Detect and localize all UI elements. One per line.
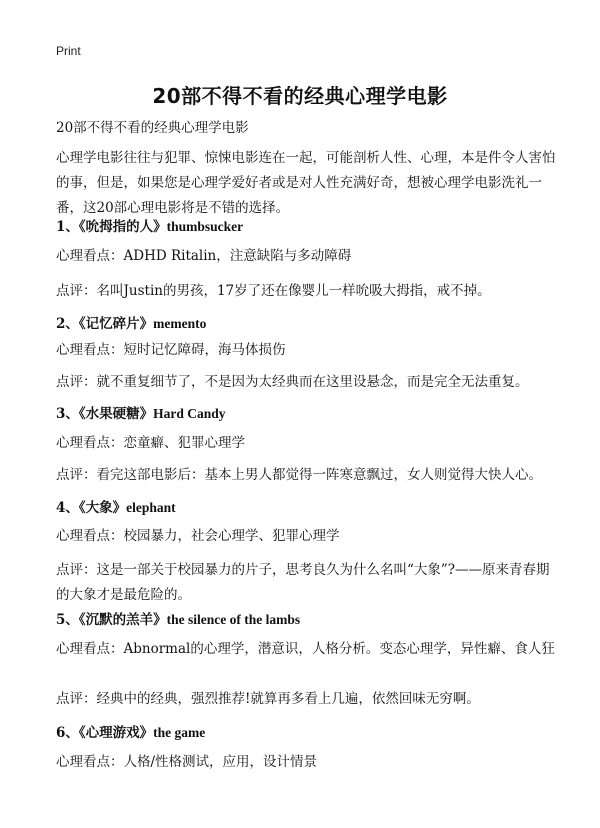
movie-number: 2、 <box>56 316 79 332</box>
movie-number: 5、 <box>56 612 79 628</box>
movie-review: 点评：看完这部电影后：基本上男人都觉得一阵寒意飘过，女人则觉得大快人心。 <box>56 467 542 483</box>
movie-title-cn: 《吮拇指的人》 <box>78 219 167 235</box>
movie-title-en: the silence of the lambs <box>166 612 301 627</box>
movie-heading <box>56 495 556 521</box>
movie-title-en: thumbsucker <box>166 219 244 234</box>
movie-focus: 心理看点：校园暴力，社会心理学、犯罪心理学 <box>56 528 340 544</box>
movie-number: 1、 <box>56 219 79 235</box>
movie-title-en: elephant <box>126 500 176 515</box>
movie-title-cn: 《沉默的羔羊》 <box>78 612 167 628</box>
movie-title-cn: 《大象》 <box>78 500 127 516</box>
movie-title-en: memento <box>153 316 207 331</box>
intro-paragraph: 心理学电影往往与犯罪、惊悚电影连在一起，可能剖析人性、心理，本是件令人害怕的事，但是，如果您是心理学爱好者或是对人性充满好奇，想被心理学电影洗礼一番，这20部心理电影将是不错的选择。 <box>56 150 556 216</box>
movie-heading <box>56 214 556 240</box>
movie-number: 4、 <box>56 500 79 516</box>
movie-heading <box>56 311 556 337</box>
movie-title-cn: 《水果硬糖》 <box>78 406 154 422</box>
movie-title-en: Hard Candy <box>153 406 226 421</box>
movie-review: 点评：名叫Justin的男孩，17岁了还在像婴儿一样吮吸大拇指，戒不掉。 <box>56 283 491 299</box>
movie-number: 3、 <box>56 406 79 422</box>
movie-review: 点评：经典中的经典，强烈推荐!就算再多看上几遍，依然回味无穷啊。 <box>56 691 480 707</box>
document-title: 20部不得不看的经典心理学电影 <box>152 84 448 108</box>
movie-number: 6、 <box>56 725 79 741</box>
movie-heading <box>56 401 556 427</box>
movie-review: 点评：这是一部关于校园暴力的片子，思考良久为什么名叫“大象”?——原来青春期的大象才是最危险的。 <box>56 562 550 603</box>
movie-focus: 心理看点：ADHD Ritalin，注意缺陷与多动障碍 <box>56 248 352 264</box>
document-subtitle: 20部不得不看的经典心理学电影 <box>56 120 249 136</box>
movie-heading <box>56 720 556 746</box>
print-link[interactable]: Print <box>56 44 81 58</box>
movie-focus: 心理看点：恋童癖、犯罪心理学 <box>56 435 245 451</box>
movie-focus: 心理看点：短时记忆障碍，海马体损伤 <box>56 342 286 358</box>
movie-title-cn: 《记忆碎片》 <box>78 316 154 332</box>
movie-review: 点评：就不重复细节了，不是因为太经典而在这里设悬念，而是完全无法重复。 <box>56 374 529 390</box>
movie-focus: 心理看点：人格/性格测试，应用，设计情景 <box>56 754 318 770</box>
movie-focus: 心理看点：Abnormal的心理学，潜意识，人格分析。变态心理学，异性癖、食人狂 <box>56 641 555 657</box>
movie-heading <box>56 607 556 633</box>
movie-title-cn: 《心理游戏》 <box>78 725 154 741</box>
movie-title-en: the game <box>153 725 206 740</box>
